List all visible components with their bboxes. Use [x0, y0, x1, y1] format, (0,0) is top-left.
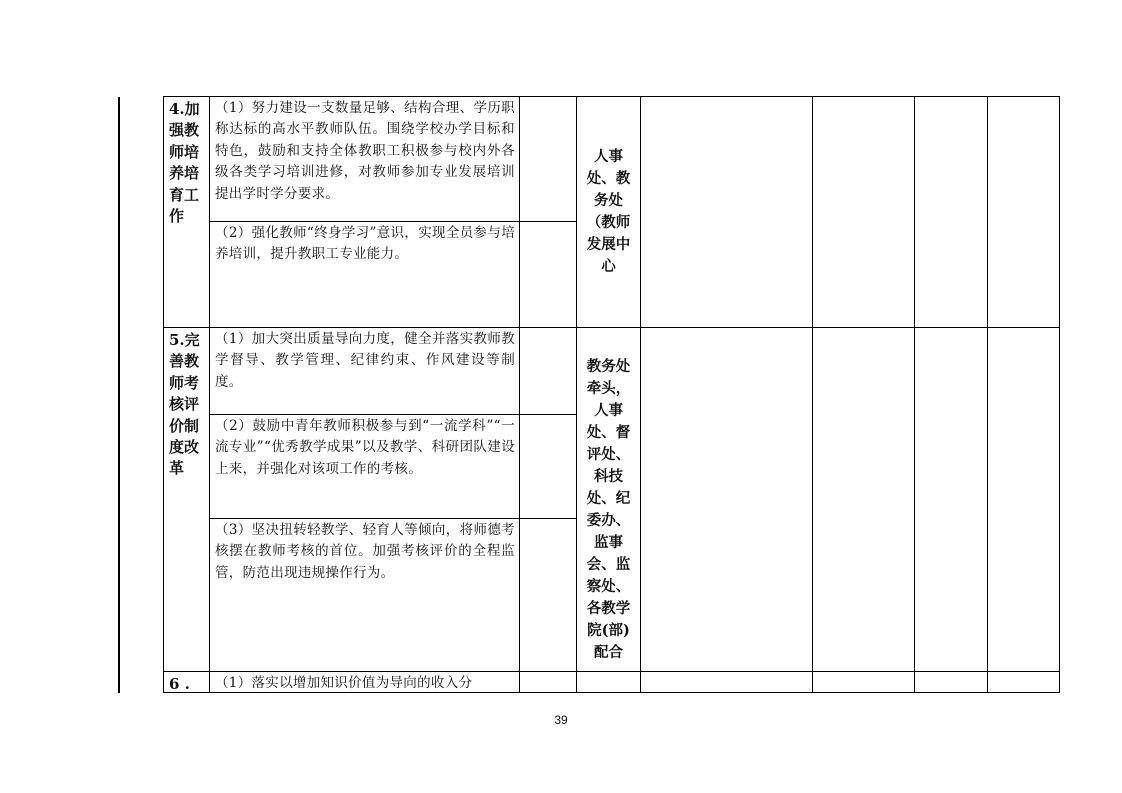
row4-number-title	[163, 96, 210, 328]
row4-blank-col3	[914, 96, 988, 328]
row4-number: 4.	[169, 100, 185, 118]
row4-responsible: 人事处、教务处（教师发展中心	[576, 96, 641, 328]
row6-item1: （1）落实以增加知识价值为导向的收入分	[209, 671, 520, 693]
page-number: 39	[554, 713, 568, 727]
row4-item2-blank	[519, 221, 577, 328]
row5-blank-col3	[914, 327, 988, 672]
page-margin-rule	[118, 97, 120, 693]
row4-blank-col4	[987, 96, 1060, 328]
row6-number: 6 .	[163, 671, 210, 693]
row5-item3-blank	[519, 518, 577, 672]
plan-table	[163, 96, 1060, 693]
row4-item1: （1）努力建设一支数量足够、结构合理、学历职称达标的高水平教师队伍。围绕学校办学目标和特色，鼓励和支持全体教职工积极参与校内外各级各类学习培训进修，对教师参加专业发展培训提出学时学分要求。	[209, 96, 520, 222]
row6-responsible	[576, 671, 641, 693]
row5-item2: （2）鼓励中青年教师积极参与到“一流学科”“一流专业”“优秀教学成果”以及教学、科研团队建设上来，并强化对该项工作的考核。	[209, 414, 520, 519]
row5-blank-col2	[812, 327, 915, 672]
row5-blank-col1	[640, 327, 813, 672]
row4-blank-col2	[812, 96, 915, 328]
row5-number: 5.	[169, 331, 185, 349]
row6-blank-a	[519, 671, 577, 693]
row5-item3: （3）坚决扭转轻教学、轻育人等倾向，将师德考核摆在教师考核的首位。加强考核评价的全程监管，防范出现违规操作行为。	[209, 518, 520, 672]
row5-item1: （1）加大突出质量导向力度，健全并落实教师教学督导、教学管理、纪律约束、作风建设等制度。	[209, 327, 520, 415]
row6-blank-col2	[812, 671, 915, 693]
row4-blank-col1	[640, 96, 813, 328]
row5-item2-blank	[519, 414, 577, 519]
row5-number-title	[163, 327, 210, 672]
row5-item1-blank	[519, 327, 577, 415]
row6-blank-col4	[987, 671, 1060, 693]
row4-title: 加强教师培养培育工作	[169, 100, 200, 226]
row4-item1-blank	[519, 96, 577, 222]
row6-blank-col3	[914, 671, 988, 693]
row6-blank-col1	[640, 671, 813, 693]
row5-responsible: 教务处牵头，人事处、督评处、科技处、纪委办、监事会、监察处、各教学院(部)配合	[576, 327, 641, 672]
row5-title: 完善教师考核评价制度改革	[169, 331, 200, 478]
row4-item2: （2）强化教师“终身学习”意识，实现全员参与培养培训，提升教职工专业能力。	[209, 221, 520, 328]
row5-blank-col4	[987, 327, 1060, 672]
